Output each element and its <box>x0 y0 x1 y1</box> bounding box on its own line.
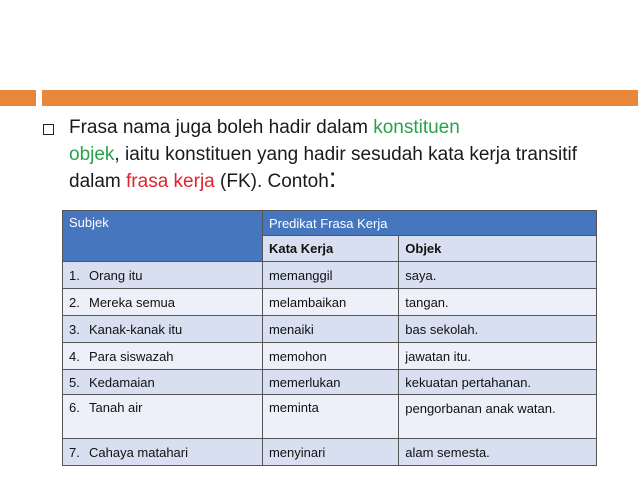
cell-subjek <box>63 370 263 395</box>
cell-kata-kerja: meminta <box>262 395 398 439</box>
row-number: 7. <box>69 444 80 460</box>
row-number: 5. <box>69 374 80 390</box>
table-row <box>63 289 597 316</box>
subjek-text: Para siswazah <box>89 348 174 364</box>
cell-objek: alam semesta. <box>399 439 597 466</box>
header-predikat: Predikat Frasa Kerja <box>262 211 596 236</box>
cell-subjek <box>63 395 263 439</box>
cell-objek: tangan. <box>399 289 597 316</box>
cell-kata-kerja: memohon <box>262 343 398 370</box>
text-part3: (FK). Contoh <box>214 171 329 192</box>
bullet-square-icon <box>43 124 54 135</box>
table-row <box>63 262 597 289</box>
cell-subjek <box>63 316 263 343</box>
cell-subjek <box>63 289 263 316</box>
row-number: 4. <box>69 348 80 364</box>
bullet-paragraph <box>69 114 609 195</box>
accent-bar-left <box>0 90 36 106</box>
subjek-text: Kedamaian <box>89 374 155 390</box>
text-konstituen: konstituen <box>373 117 460 138</box>
table-row <box>63 439 597 466</box>
cell-kata-kerja: memerlukan <box>262 370 398 395</box>
row-number: 3. <box>69 321 80 337</box>
table-row <box>63 343 597 370</box>
text-part2: , iaitu konstituen yang hadir sesudah kata kerja transitif dalam <box>69 144 578 192</box>
row-number: 2. <box>69 294 80 310</box>
subjek-text: Cahaya matahari <box>89 444 188 460</box>
subjek-text: Tanah air <box>89 400 143 415</box>
cell-objek: jawatan itu. <box>399 343 597 370</box>
text-part1: Frasa nama juga boleh hadir dalam <box>69 117 374 138</box>
accent-bar-right <box>42 90 638 106</box>
cell-kata-kerja: memanggil <box>262 262 398 289</box>
row-number: 1. <box>69 267 80 283</box>
cell-subjek <box>63 343 263 370</box>
text-colon: : <box>328 162 337 193</box>
cell-subjek <box>63 262 263 289</box>
subjek-text: Mereka semua <box>89 294 175 310</box>
header-objek: Objek <box>399 236 597 262</box>
cell-subjek <box>63 439 263 466</box>
cell-objek: bas sekolah. <box>399 316 597 343</box>
subjek-text: Kanak-kanak itu <box>89 321 183 337</box>
table-row <box>63 395 597 439</box>
table-row <box>63 370 597 395</box>
table-row <box>63 316 597 343</box>
cell-kata-kerja: menaiki <box>262 316 398 343</box>
text-objek: objek <box>69 144 115 165</box>
examples-table <box>62 210 597 466</box>
text-frasa-kerja: frasa kerja <box>126 171 215 192</box>
cell-kata-kerja: menyinari <box>262 439 398 466</box>
row-number: 6. <box>69 400 80 415</box>
header-subjek: Subjek <box>63 211 263 262</box>
cell-objek: kekuatan pertahanan. <box>399 370 597 395</box>
cell-kata-kerja: melambaikan <box>262 289 398 316</box>
cell-objek: saya. <box>399 262 597 289</box>
header-kata-kerja: Kata Kerja <box>262 236 398 262</box>
cell-objek: pengorbanan anak watan. <box>399 395 597 439</box>
subjek-text: Orang itu <box>89 267 143 283</box>
